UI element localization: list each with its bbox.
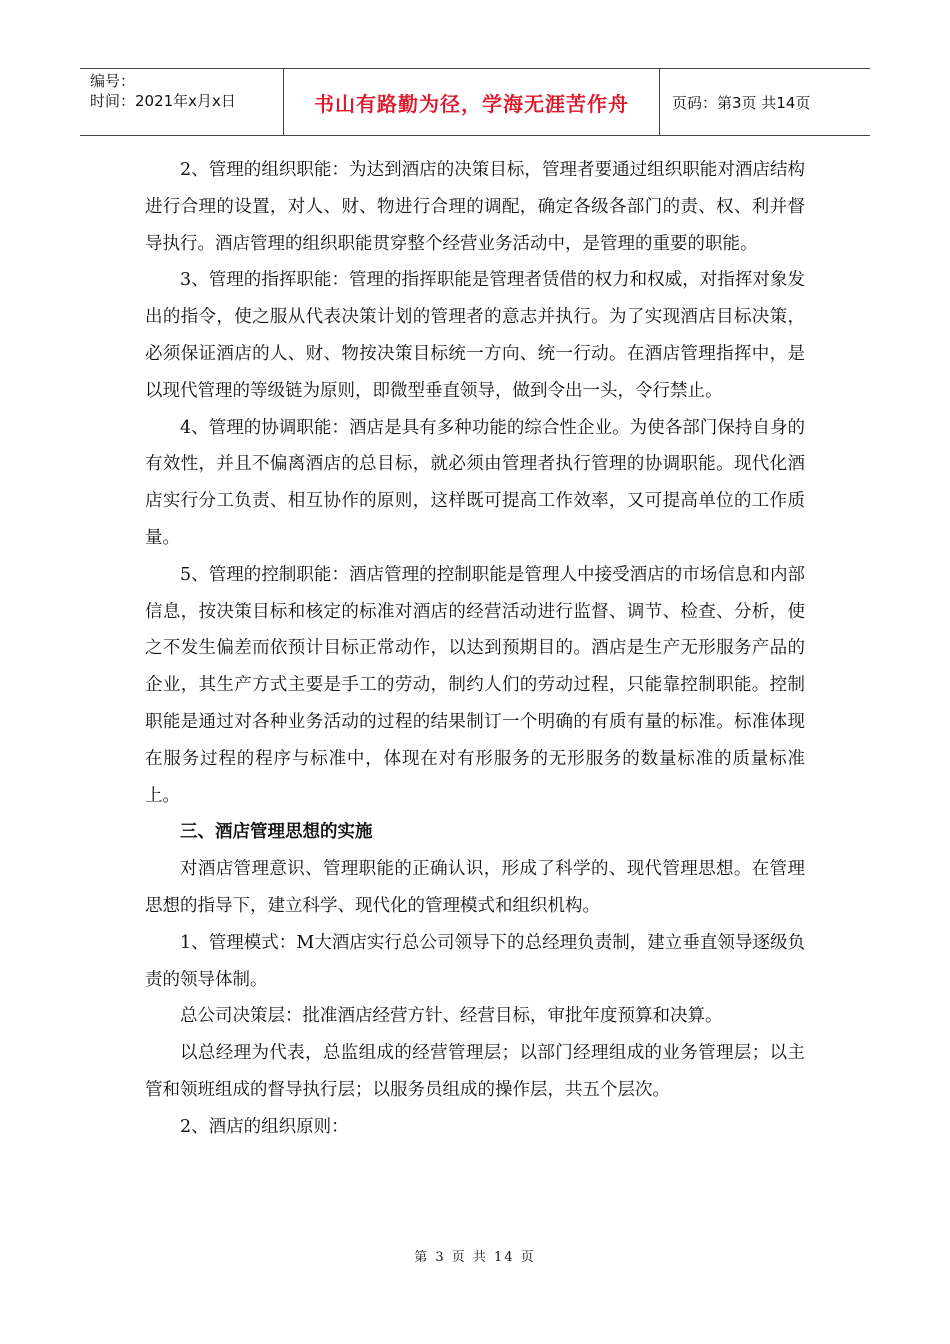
paragraph: 对酒店管理意识、管理职能的正确认识，形成了科学的、现代管理思想。在管理思想的指导下，建立科学、现代化的管理模式和组织机构。 [145, 859, 805, 916]
doc-time-label: 时间：2021年x月x日 [90, 92, 236, 110]
section-heading: 三、酒店管理思想的实施 [180, 822, 373, 843]
document-body [145, 152, 805, 1146]
paragraph: 总公司决策层：批准酒店经营方针、经营目标，审批年度预算和决算。 [180, 1006, 723, 1027]
header-motto: 书山有路勤为径，学海无涯苦作舟 [284, 69, 660, 135]
header-meta [80, 69, 284, 135]
page-header [80, 68, 870, 136]
doc-number-label: 编号： [90, 72, 136, 90]
paragraph: 3、管理的指挥职能：管理的指挥职能是管理者赁借的权力和权威，对指挥对象发出的指令，使之服从代表决策计划的管理者的意志并执行。为了实现酒店目标决策，必须保证酒店的人、财、物按决策目标统一方向、统一行动。在酒店管理指挥中，是以现代管理的等级链为原则，即微型垂直领导，做到令出一头，令行禁止。 [145, 270, 805, 401]
paragraph: 4、管理的协调职能：酒店是具有多种功能的综合性企业。为使各部门保持自身的有效性，并且不偏离酒店的总目标，就必须由管理者执行管理的协调职能。现代化酒店实行分工负责、相互协作的原则，这样既可提高工作效率，又可提高单位的工作质量。 [145, 417, 805, 548]
header-page-info: 页码：第3页 共14页 [672, 93, 811, 112]
paragraph: 5、管理的控制职能：酒店管理的控制职能是管理人中接受酒店的市场信息和内部信息，按决策目标和核定的标准对酒店的经营活动进行监督、调节、检查、分析，使之不发生偏差而依预计目标正常动作，以达到预期目的。酒店是生产无形服务产品的企业，其生产方式主要是手工的劳动，制约人们的劳动过程，只能靠控制职能。控制职能是通过对各种业务活动的过程的结果制订一个明确的有质有量的标准。标准体现在服务过程的程序与标准中，体现在对有形服务的无形服务的数量标准的质量标准上。 [145, 564, 805, 806]
paragraph: 2、管理的组织职能：为达到酒店的决策目标，管理者要通过组织职能对酒店结构进行合理的设置，对人、财、物进行合理的调配，确定各级各部门的责、权、利并督导执行。酒店管理的组织职能贯穿整个经营业务活动中，是管理的重要的职能。 [145, 160, 805, 254]
page-footer: 第 3 页 共 14 页 [414, 1250, 536, 1265]
paragraph: 1、管理模式：M大酒店实行总公司领导下的总经理负责制，建立垂直领导逐级负责的领导体制。 [145, 932, 805, 990]
paragraph: 2、酒店的组织原则： [180, 1116, 349, 1137]
paragraph: 以总经理为代表，总监组成的经营管理层；以部门经理组成的业务管理层；以主管和领班组成的督导执行层；以服务员组成的操作层，共五个层次。 [145, 1043, 805, 1100]
